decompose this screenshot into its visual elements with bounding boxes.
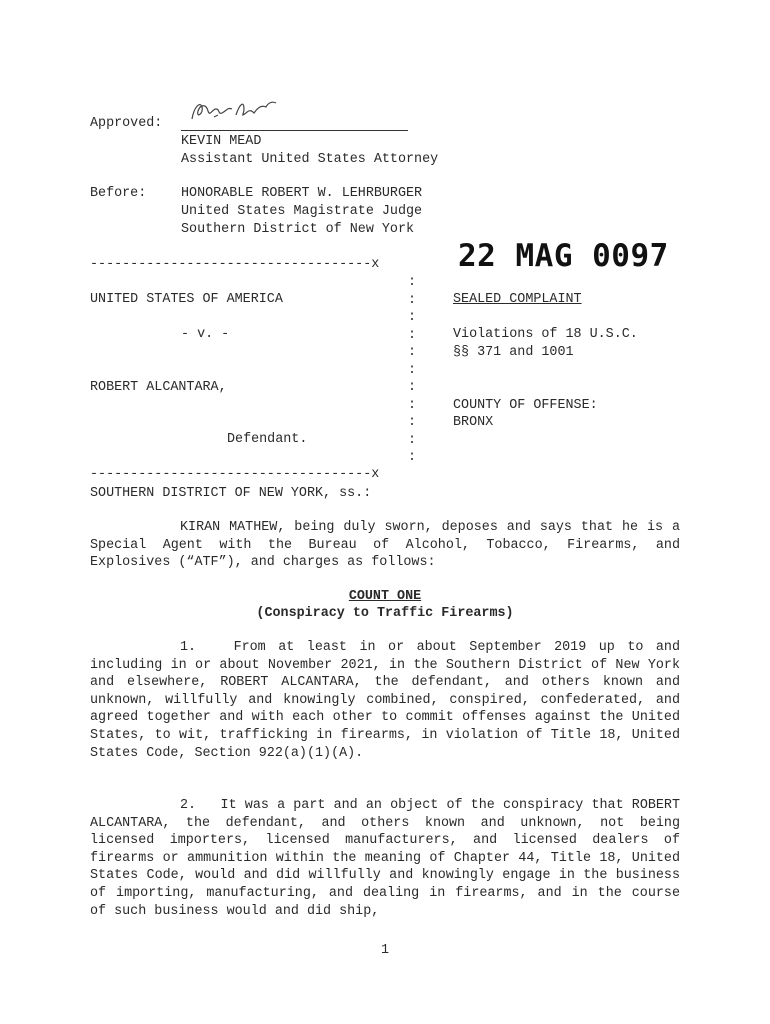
count-title-wrap [0, 588, 770, 606]
caption-colon-column: : : : : : : : : : : : [408, 275, 417, 465]
plaintiff-name: UNITED STATES OF AMERICA [90, 292, 283, 307]
approved-label: Approved: [90, 116, 163, 131]
paragraph-2 [90, 797, 680, 920]
signature-line [181, 130, 408, 131]
caption-bottom-rule: -----------------------------------x [90, 467, 380, 482]
caption-top-rule: -----------------------------------x [90, 257, 380, 272]
complaint-type: SEALED COMPLAINT [453, 292, 582, 307]
paragraph-1-text: 1. From at least in or about September 2019 up to and including in or about November 2021, in the Southern District of New York and elsewhere, ROBERT ALCANTARA, the defendant, and others known and unknown, willfully and knowingly combined, conspired, confederated, and agreed together and with each other to commit offenses against the United States, to wit, trafficking in firearms, in violation of Title 18, United States Code, Section 922(a)(1)(A). [90, 640, 680, 761]
violations-line-2: §§ 371 and 1001 [453, 345, 574, 360]
county-label: COUNTY OF OFFENSE: [453, 398, 598, 413]
approver-name: KEVIN MEAD [181, 134, 262, 149]
intro-paragraph [90, 519, 680, 572]
judge-district: Southern District of New York [181, 222, 415, 237]
defendant-label: Defendant. [227, 432, 308, 447]
versus: - v. - [181, 327, 230, 342]
paragraph-2-text: 2. It was a part and an object of the conspiracy that ROBERT ALCANTARA, the defendant, and others known and unknown, not being licensed importers, licensed manufacturers, and licensed dealers of firearms or ammunition within the meaning of Chapter 44, Title 18, United States Code, would and did willfully and knowingly engage in the business of importing, manufacturing, and dealing in firearms, and in the course of such business would and did ship, [90, 798, 680, 919]
count-subtitle: (Conspiracy to Traffic Firearms) [256, 606, 514, 621]
violations-line-1: Violations of 18 U.S.C. [453, 327, 638, 342]
page-number: 1 [380, 943, 390, 958]
defendant-name: ROBERT ALCANTARA, [90, 380, 227, 395]
county-value: BRONX [453, 415, 494, 430]
judge-name: HONORABLE ROBERT W. LEHRBURGER [181, 186, 423, 201]
handwritten-signature [188, 97, 278, 129]
judge-title: United States Magistrate Judge [181, 204, 423, 219]
venue-line: SOUTHERN DISTRICT OF NEW YORK, ss.: [90, 486, 372, 501]
intro-text: KIRAN MATHEW, being duly sworn, deposes and says that he is a Special Agent with the Bureau of Alcohol, Tobacco, Firearms, and Explosives (“ATF”), and charges as follows: [90, 520, 680, 571]
count-title: COUNT ONE [348, 589, 422, 604]
approver-title: Assistant United States Attorney [181, 152, 439, 167]
case-number-stamp: 22 MAG 0097 [458, 238, 669, 274]
before-label: Before: [90, 186, 147, 201]
paragraph-1 [90, 639, 680, 762]
